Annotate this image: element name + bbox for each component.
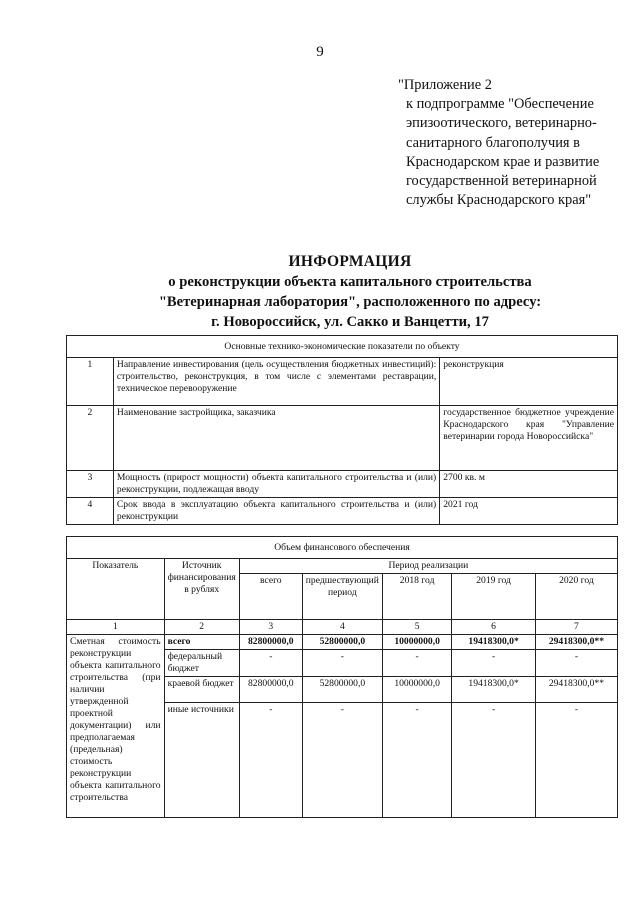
source-cell: федеральный бюджет [164,650,239,677]
appendix-line: санитарного благополучия в [406,134,580,151]
col-number: 2 [164,620,239,635]
value-cell: - [452,703,536,818]
col-number: 7 [535,620,617,635]
sub-col-header: всего [239,574,302,620]
indicator-value: государственное бюджетное учреждение Краснодарского края "Управление ветеринарии города Новороссийска" [440,406,618,471]
value-cell: 29418300,0** [535,677,617,703]
indicator-name: Срок ввода в эксплуатацию объекта капитального строительства и (или) реконструкции [113,498,439,525]
sub-col-header: 2018 год [382,574,451,620]
indicator-name: Наименование застройщика, заказчика [113,406,439,471]
value-cell: - [382,650,451,677]
finance-header: Объем финансового обеспечения [67,537,618,559]
title-line: г. Новороссийск, ул. Сакко и Ванцетти, 17 [211,314,489,330]
value-cell: 10000000,0 [382,635,451,650]
value-cell: - [535,650,617,677]
title-line: "Ветеринарная лаборатория", расположенного по адресу: [158,294,542,310]
indicators-table [66,335,618,525]
col-number: 1 [67,620,165,635]
indicator-cell: Сметная стоимость реконструкции объекта капитального строительства (при наличии утвержденной проектной документации) или предполагаемая (предельная) стоимость реконструкции объекта капитального строительства [67,635,165,818]
indicator-value: 2700 кв. м [440,471,618,498]
sub-col-header: 2020 год [535,574,617,620]
value-cell: 52800000,0 [302,677,382,703]
value-cell: 82800000,0 [239,635,302,650]
value-cell: - [382,703,451,818]
title-line: о реконструкции объекта капитального строительства [168,274,532,290]
sub-col-header: предшествующий период [302,574,382,620]
value-cell: - [452,650,536,677]
col-number: 3 [239,620,302,635]
value-cell: 19418300,0* [452,677,536,703]
indicator-value: 2021 год [440,498,618,525]
col-indicator-header: Показатель [67,559,165,620]
value-cell: - [535,703,617,818]
indicators-header: Основные технико-экономические показатели по объекту [67,336,618,358]
indicator-value: реконструкция [440,358,618,406]
indicator-name: Мощность (прирост мощности) объекта капитального строительства и (или) реконструкции, подлежащая вводу [113,471,439,498]
appendix-line: Краснодарском крае и развитие [406,153,600,170]
page-number: 9 [316,44,324,60]
appendix-line: к подпрограмме "Обеспечение [406,96,594,113]
source-cell: иные источники [164,703,239,818]
value-cell: 10000000,0 [382,677,451,703]
col-number: 4 [302,620,382,635]
col-source-header: Источник финансирования в рублях [164,559,239,620]
appendix-line: государственной ветеринарной [406,173,597,190]
sub-col-header: 2019 год [452,574,536,620]
row-number: 4 [67,498,114,525]
appendix-note [398,76,628,210]
finance-table [66,536,618,818]
appendix-line: "Приложение 2 [398,77,492,93]
appendix-line: эпизоотического, ветеринарно- [406,115,597,132]
value-cell: - [302,650,382,677]
appendix-line: службы Краснодарского края" [406,192,592,209]
value-cell: 29418300,0** [535,635,617,650]
row-number: 3 [67,471,114,498]
value-cell: - [239,703,302,818]
source-cell: краевой бюджет [164,677,239,703]
col-number: 5 [382,620,451,635]
value-cell: - [239,650,302,677]
value-cell: 19418300,0* [452,635,536,650]
col-period-header: Период реализации [239,559,617,574]
value-cell: 82800000,0 [239,677,302,703]
source-cell: всего [164,635,239,650]
document-title [0,252,640,332]
col-number: 6 [452,620,536,635]
indicator-name: Направление инвестирования (цель осуществления бюджетных инвестиций): строительство, реконструкция, в том числе с элементами реставрации, техническое перевооружение [113,358,439,406]
title-heading: ИНФОРМАЦИЯ [288,253,412,270]
value-cell: - [302,703,382,818]
row-number: 2 [67,406,114,471]
row-number: 1 [67,358,114,406]
value-cell: 52800000,0 [302,635,382,650]
